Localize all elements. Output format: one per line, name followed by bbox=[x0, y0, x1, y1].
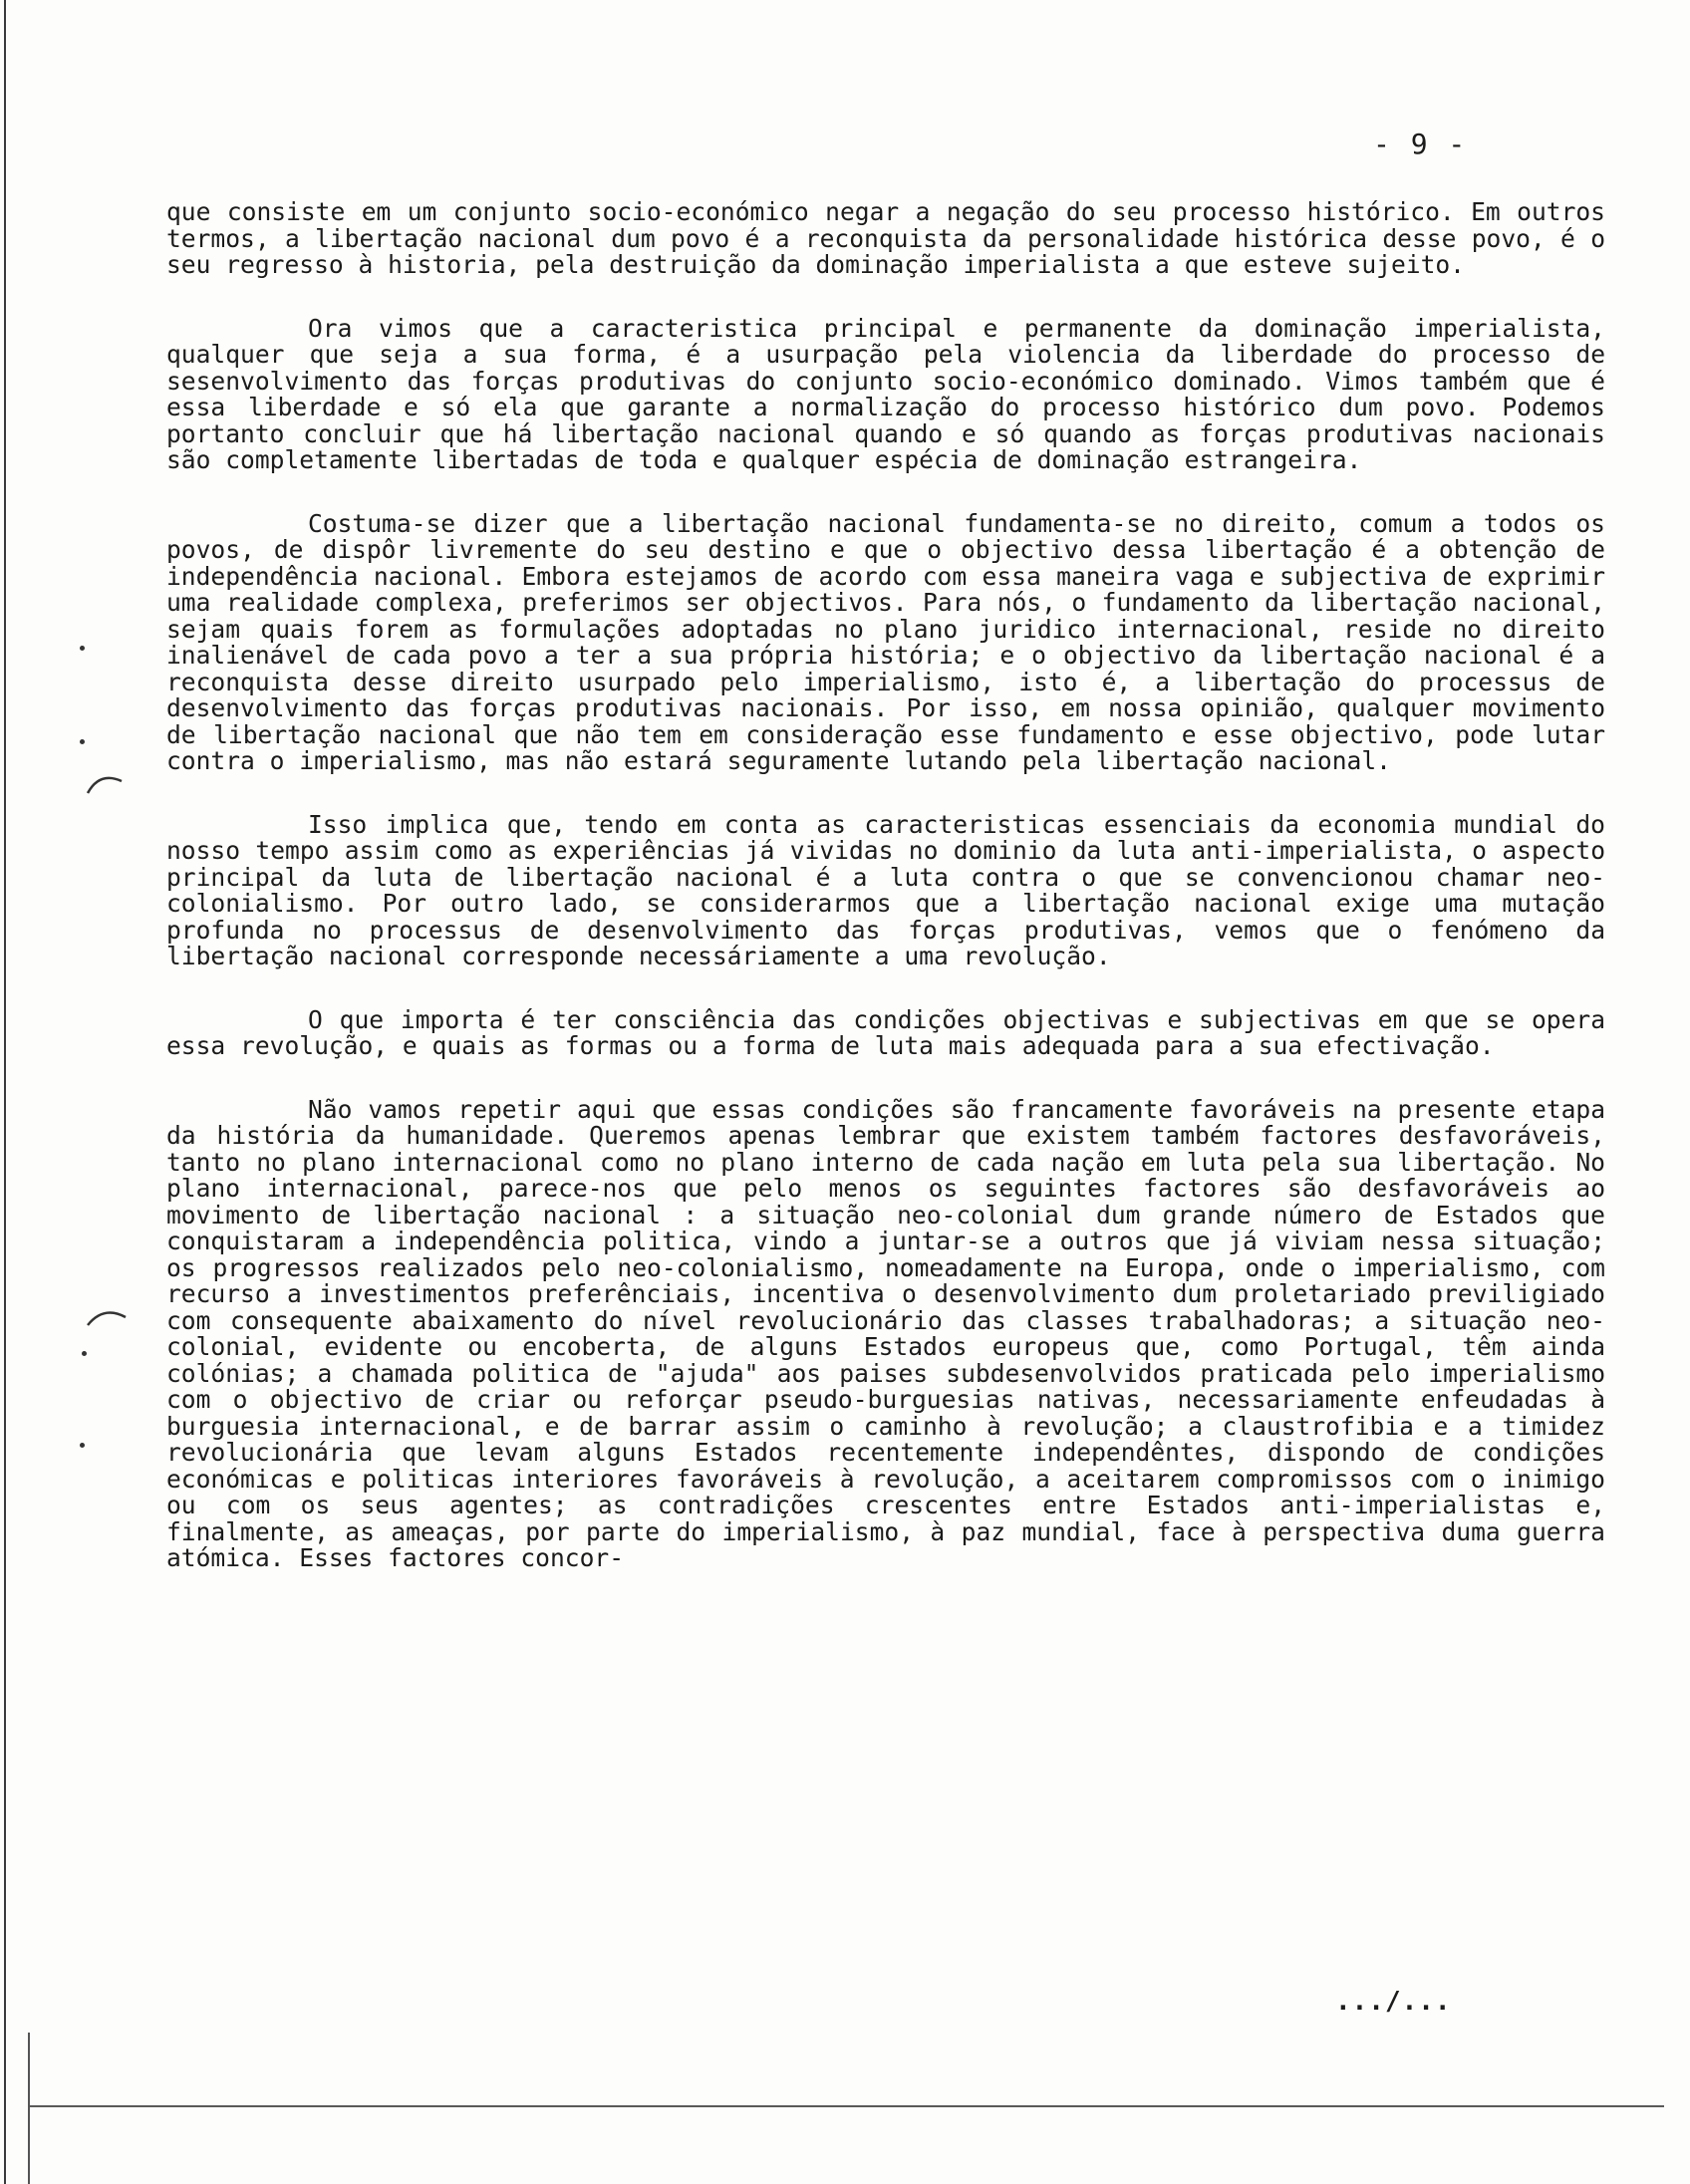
paragraph-2: Ora vimos que a caracteristica principal e permanente da dominação imperialista, qualquer que seja a sua forma, é a usurpação pela violencia da liberdade do processo de sesenvolvimento das forças produtivas do conjunto socio-económico dominado. Vimos também que é essa liberdade e só ela que garante a normalização do processo histórico dum povo. Podemos portanto concluir que há libertação nacional quando e só quando as forças produtivas nacionais são completamente libertadas de toda e qualquer espécia de dominação estrangeira. bbox=[166, 313, 1605, 474]
margin-dot bbox=[80, 1443, 85, 1448]
margin-arc-mark bbox=[86, 1301, 130, 1331]
margin-dot bbox=[80, 646, 85, 651]
paragraph-4: Isso implica que, tendo em conta as caracteristicas essenciais da economia mundial do nosso tempo assim como as experiências já vividas no dominio da luta anti-imperialista, o aspecto principal da luta de libertação nacional é a luta contra o que se convencionou chamar neo-colonialismo. Por outro lado, se considerarmos que a libertação nacional exige uma mutação profunda no processus de desenvolvimento das forças produtivas, vemos que o fenómeno da libertação nacional corresponde necessáriamente a uma revolução. bbox=[166, 809, 1605, 970]
margin-dot bbox=[82, 1351, 87, 1356]
page-left-edge bbox=[4, 0, 6, 2184]
paragraph-6: Não vamos repetir aqui que essas condições são francamente favoráveis na presente etapa da história da humanidade. Queremos apenas lembrar que existem também factores desfavoráveis, tanto no plano internacional como no plano interno de cada nação em luta pela sua libertação. No plano internacional, parece-nos que pelo menos os seguintes factores são desfavoráveis ao movimento de libertação nacional : a situação neo-colonial dum grande número de Estados que conquistaram a independência politica, vindo a juntar-se a outros que já viviam nessa situação; os progressos realizados pelo neo-colonialismo, nomeadamente na Europa, onde o imperialismo, com recurso a investimentos preferênciais, incentiva o desenvolvimento dum proletariado previligiado com consequente abaixamento do nível revolucionário das classes trabalhadoras; a situação neo-colonial, evidente ou encoberta, de alguns Estados europeus que, como Portugal, têm ainda colónias; a chamada politica de "ajuda" aos paises subdesenvolvidos praticada pelo imperialismo com o objectivo de criar ou reforçar pseudo-burguesias nativas, necessariamente enfeudadas à burguesia internacional, e de barrar assim o caminho à revolução; a claustrofibia e a timidez revolucionária que levam alguns Estados recentemente independêntes, dispondo de condições económicas e politicas interiores favoráveis à revolução, a aceitarem compromissos com o inimigo ou com os seus agentes; as contradições crescentes entre Estados anti-imperialistas e, finalmente, as ameaças, por parte do imperialismo, à paz mundial, face à perspectiva duma guerra atómica. Esses factores concor- bbox=[166, 1094, 1605, 1572]
margin-dot bbox=[80, 739, 85, 744]
body-text bbox=[166, 199, 1605, 1572]
bottom-rule bbox=[30, 2105, 1664, 2107]
continuation-marker: .../... bbox=[1335, 1987, 1452, 2017]
paragraph-5: O que importa é ter consciência das condições objectivas e subjectivas em que se opera essa revolução, e quais as formas ou a forma de luta mais adequada para a sua efectivação. bbox=[166, 1004, 1605, 1060]
paragraph-3: Costuma-se dizer que a libertação nacional fundamenta-se no direito, comum a todos os povos, de dispôr livremente do seu destino e que o objectivo dessa libertação é a obtenção de independência nacional. Embora estejamos de acordo com essa maneira vaga e subjectiva de exprimir uma realidade complexa, preferimos ser objectivos. Para nós, o fundamento da libertação nacional, sejam quais forem as formulações adoptadas no plano juridico internacional, reside no direito inalienável de cada povo a ter a sua própria história; e o objectivo da libertação nacional é a reconquista desse direito usurpado pelo imperialismo, isto é, a libertação do processus de desenvolvimento das forças produtivas nacionais. Por isso, em nossa opinião, qualquer movimento de libertação nacional que não tem em consideração esse fundamento e esse objectivo, pode lutar contra o imperialismo, mas não estará seguramente lutando pela libertação nacional. bbox=[166, 508, 1605, 775]
margin-arc-mark bbox=[86, 767, 126, 797]
page-left-edge-lower bbox=[28, 2033, 30, 2184]
paragraph-1: que consiste em um conjunto socio-económico negar a negação do seu processo histórico. Em outros termos, a libertação nacional dum povo é a reconquista da personalidade histórica desse povo, é o seu regresso à historia, pela destruição da dominação imperialista a que esteve sujeito. bbox=[166, 197, 1605, 279]
page-number: - 9 - bbox=[1373, 128, 1468, 160]
